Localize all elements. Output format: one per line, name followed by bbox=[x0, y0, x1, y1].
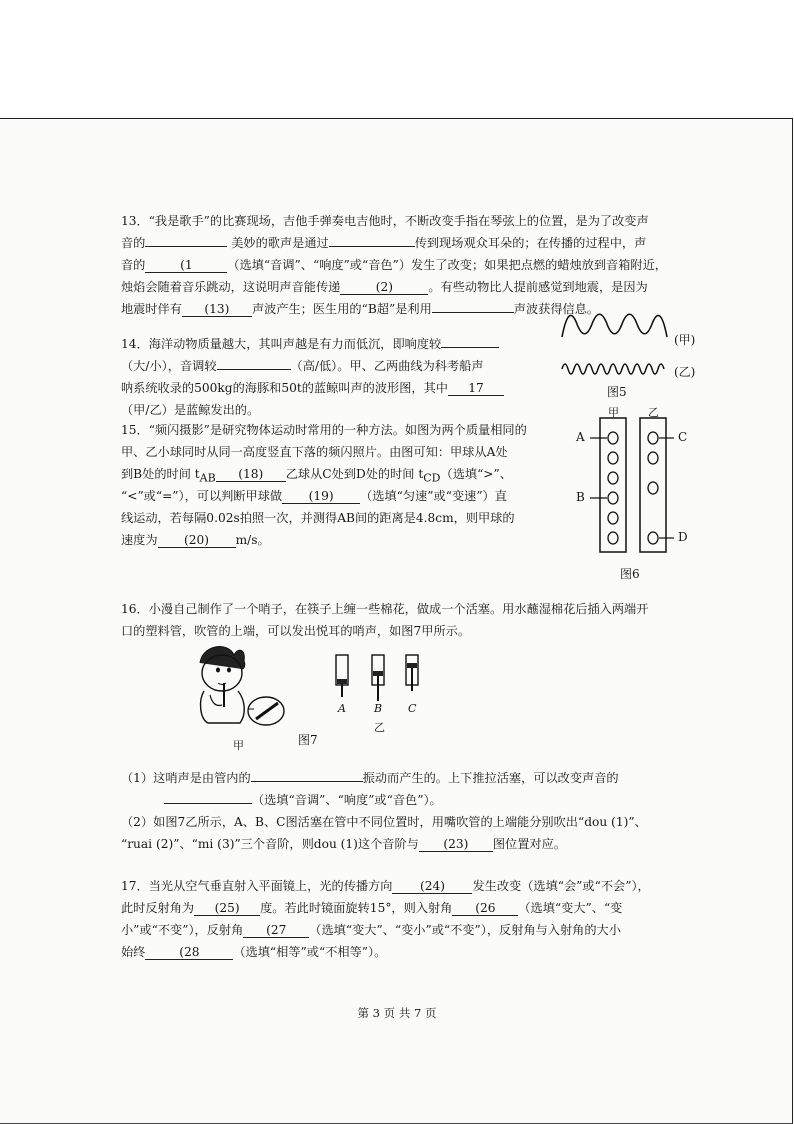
figure-7-tube-label-c: C bbox=[408, 702, 417, 715]
blank[interactable] bbox=[164, 803, 252, 804]
blank[interactable] bbox=[145, 246, 227, 247]
blank[interactable] bbox=[432, 312, 514, 313]
q16-sub2: （2）如图7乙所示，A、B、C图活塞在管中不同位置时，用嘴吹管的上端能分别吹出“dou (1)”、 bbox=[121, 815, 647, 829]
q15-line-5: 线运动，若每隔0.02s拍照一次，并测得AB间的距离是4.8cm，则甲球的 bbox=[121, 511, 515, 525]
blank[interactable]: (23) bbox=[419, 838, 493, 852]
q16-sub1-cont: （选填“音调”、“响度”或“音色”）。 bbox=[164, 791, 442, 808]
balls-yi bbox=[648, 432, 658, 544]
waveform-jia bbox=[562, 314, 667, 337]
figure-6-label-b: B bbox=[576, 490, 585, 504]
q14-line-4: （甲/乙）是蓝鲸发出的。 bbox=[121, 403, 260, 417]
q16-sub1: （1）这哨声是由管内的 振动而产生的。上下推拉活塞，可以改变声音的 bbox=[121, 771, 619, 785]
figure-5-caption: 图5 bbox=[607, 385, 627, 399]
figure-7-caption: 图7 bbox=[298, 733, 318, 747]
q16-sub2-cont: “ruai (2)”、“mi (3)”三个音阶，则dou (1)这个音阶与 (23) 图位置对应。 bbox=[121, 837, 566, 851]
figure-7-tube-label-b: B bbox=[374, 702, 383, 715]
blank[interactable]: (18) bbox=[216, 468, 286, 482]
blank[interactable] bbox=[217, 369, 291, 370]
blank[interactable]: (13) bbox=[182, 303, 252, 317]
q17-line-4: 始终 (28 （选填“相等”或“不相等”）。 bbox=[121, 945, 387, 959]
blank[interactable]: (20) bbox=[158, 534, 236, 548]
blank[interactable]: (26 bbox=[452, 902, 518, 916]
exam-page bbox=[0, 118, 793, 1124]
figure-6-label-c: C bbox=[678, 430, 688, 444]
q13-line-4: 烛焰会随着音乐跳动，这说明声音能传递 (2) 。有些动物比人提前感觉到地震，是因为 bbox=[121, 280, 648, 294]
blank[interactable]: (25) bbox=[194, 902, 260, 916]
q17-line-2: 此时反射角为 (25) 度。若此时镜面旋转15°，则入射角 (26 （选填“变大”、“变 bbox=[121, 901, 623, 915]
q15-line-2: 甲、乙小球同时从同一高度竖直下落的频闪照片。由图可知：甲球从A处 bbox=[121, 445, 508, 459]
figure-7-boy-whistle bbox=[188, 639, 288, 739]
figure-6-caption: 图6 bbox=[620, 567, 640, 581]
q13-line-3: 音的 (1 （选填“音调”、“响度”或“音色”）发生了改变；如果把点燃的蜡烛放到音箱附近， bbox=[121, 258, 667, 272]
q14-line-3: 呐系统收录的500kg的海豚和50t的蓝鲸叫声的波形图，其中 17 bbox=[121, 379, 504, 396]
q13-line-5: 地震时伴有 (13) 声波产生；医生用的“B超”是利用 声波获得信息。 bbox=[121, 302, 600, 316]
figure-6-head-yi: 乙 bbox=[648, 406, 659, 419]
q17-line-1: 17．当光从空气垂直射入平面镜上，光的传播方向 (24) 发生改变（选填“会”或“不会”）， bbox=[121, 879, 650, 893]
blank[interactable]: (19) bbox=[282, 490, 360, 504]
figure-6-strobe-photo bbox=[560, 404, 720, 554]
figure-7-label-yi: 乙 bbox=[374, 721, 385, 734]
q15-line-4: “<”或“=”），可以判断甲球做 (19) （选填“匀速”或“变速”）直 bbox=[121, 489, 507, 503]
blank[interactable]: (2) bbox=[340, 281, 428, 295]
blank[interactable] bbox=[441, 347, 499, 348]
q15-line-1: 15．“频闪摄影”是研究物体运动时常用的一种方法。如图为两个质量相同的 bbox=[121, 423, 527, 437]
q17-line-3: 小”或“不变”），反射角 (27 （选填“变大”、“变小”或“不变”），反射角与入射角的大小 bbox=[121, 923, 621, 937]
q13-line-1: 13．“我是歌手”的比赛现场，吉他手弹奏电吉他时，不断改变手指在琴弦上的位置，是为了改变声 bbox=[121, 214, 649, 228]
q16-line-2: 口的塑料管，吹管的上端，可以发出悦耳的哨声，如图7甲所示。 bbox=[121, 624, 471, 638]
blank[interactable] bbox=[329, 246, 415, 247]
q14-line-2: （大/小），音调较 （高/低）。甲、乙两曲线为科考船声 bbox=[121, 359, 484, 373]
figure-6-label-a: A bbox=[576, 430, 585, 444]
figure-5-label-yi: (乙) bbox=[674, 365, 696, 379]
q14-line-1: 14．海洋动物质量越大，其叫声越是有力而低沉，即响度较 bbox=[121, 335, 499, 352]
q15-line-6: 速度为 (20) m/s。 bbox=[121, 533, 270, 547]
blank[interactable]: (28 bbox=[145, 946, 233, 960]
blank[interactable]: 17 bbox=[448, 382, 504, 396]
blank[interactable]: (24) bbox=[392, 880, 472, 894]
balls-jia bbox=[608, 432, 618, 544]
page-footer: 第 3 页 共 7 页 bbox=[357, 1006, 437, 1020]
figure-7-label-jia: 甲 bbox=[233, 739, 244, 752]
waveform-yi bbox=[562, 364, 664, 374]
q15-line-3: 到B处的时间 $t_{AB}$ (18) 乙球从C处到D处的时间 $t_{CD}$（选填“>”、 bbox=[121, 467, 512, 485]
figure-6-head-jia: 甲 bbox=[608, 406, 619, 419]
q16-line-1: 16．小漫自己制作了一个哨子，在筷子上缠一些棉花，做成一个活塞。用水蘸湿棉花后插入两端开 bbox=[121, 602, 649, 616]
figure-7-tube-label-a: A bbox=[338, 702, 346, 715]
figure-6-label-d: D bbox=[678, 530, 688, 544]
blank[interactable] bbox=[251, 781, 363, 782]
q13-line-2: 音的 美妙的歌声是通过 传到现场观众耳朵的；在传播的过程中，声 bbox=[121, 236, 647, 250]
figure-5-label-jia: (甲) bbox=[674, 333, 696, 347]
blank[interactable]: (27 bbox=[243, 924, 309, 938]
blank[interactable]: (1 bbox=[145, 259, 227, 273]
